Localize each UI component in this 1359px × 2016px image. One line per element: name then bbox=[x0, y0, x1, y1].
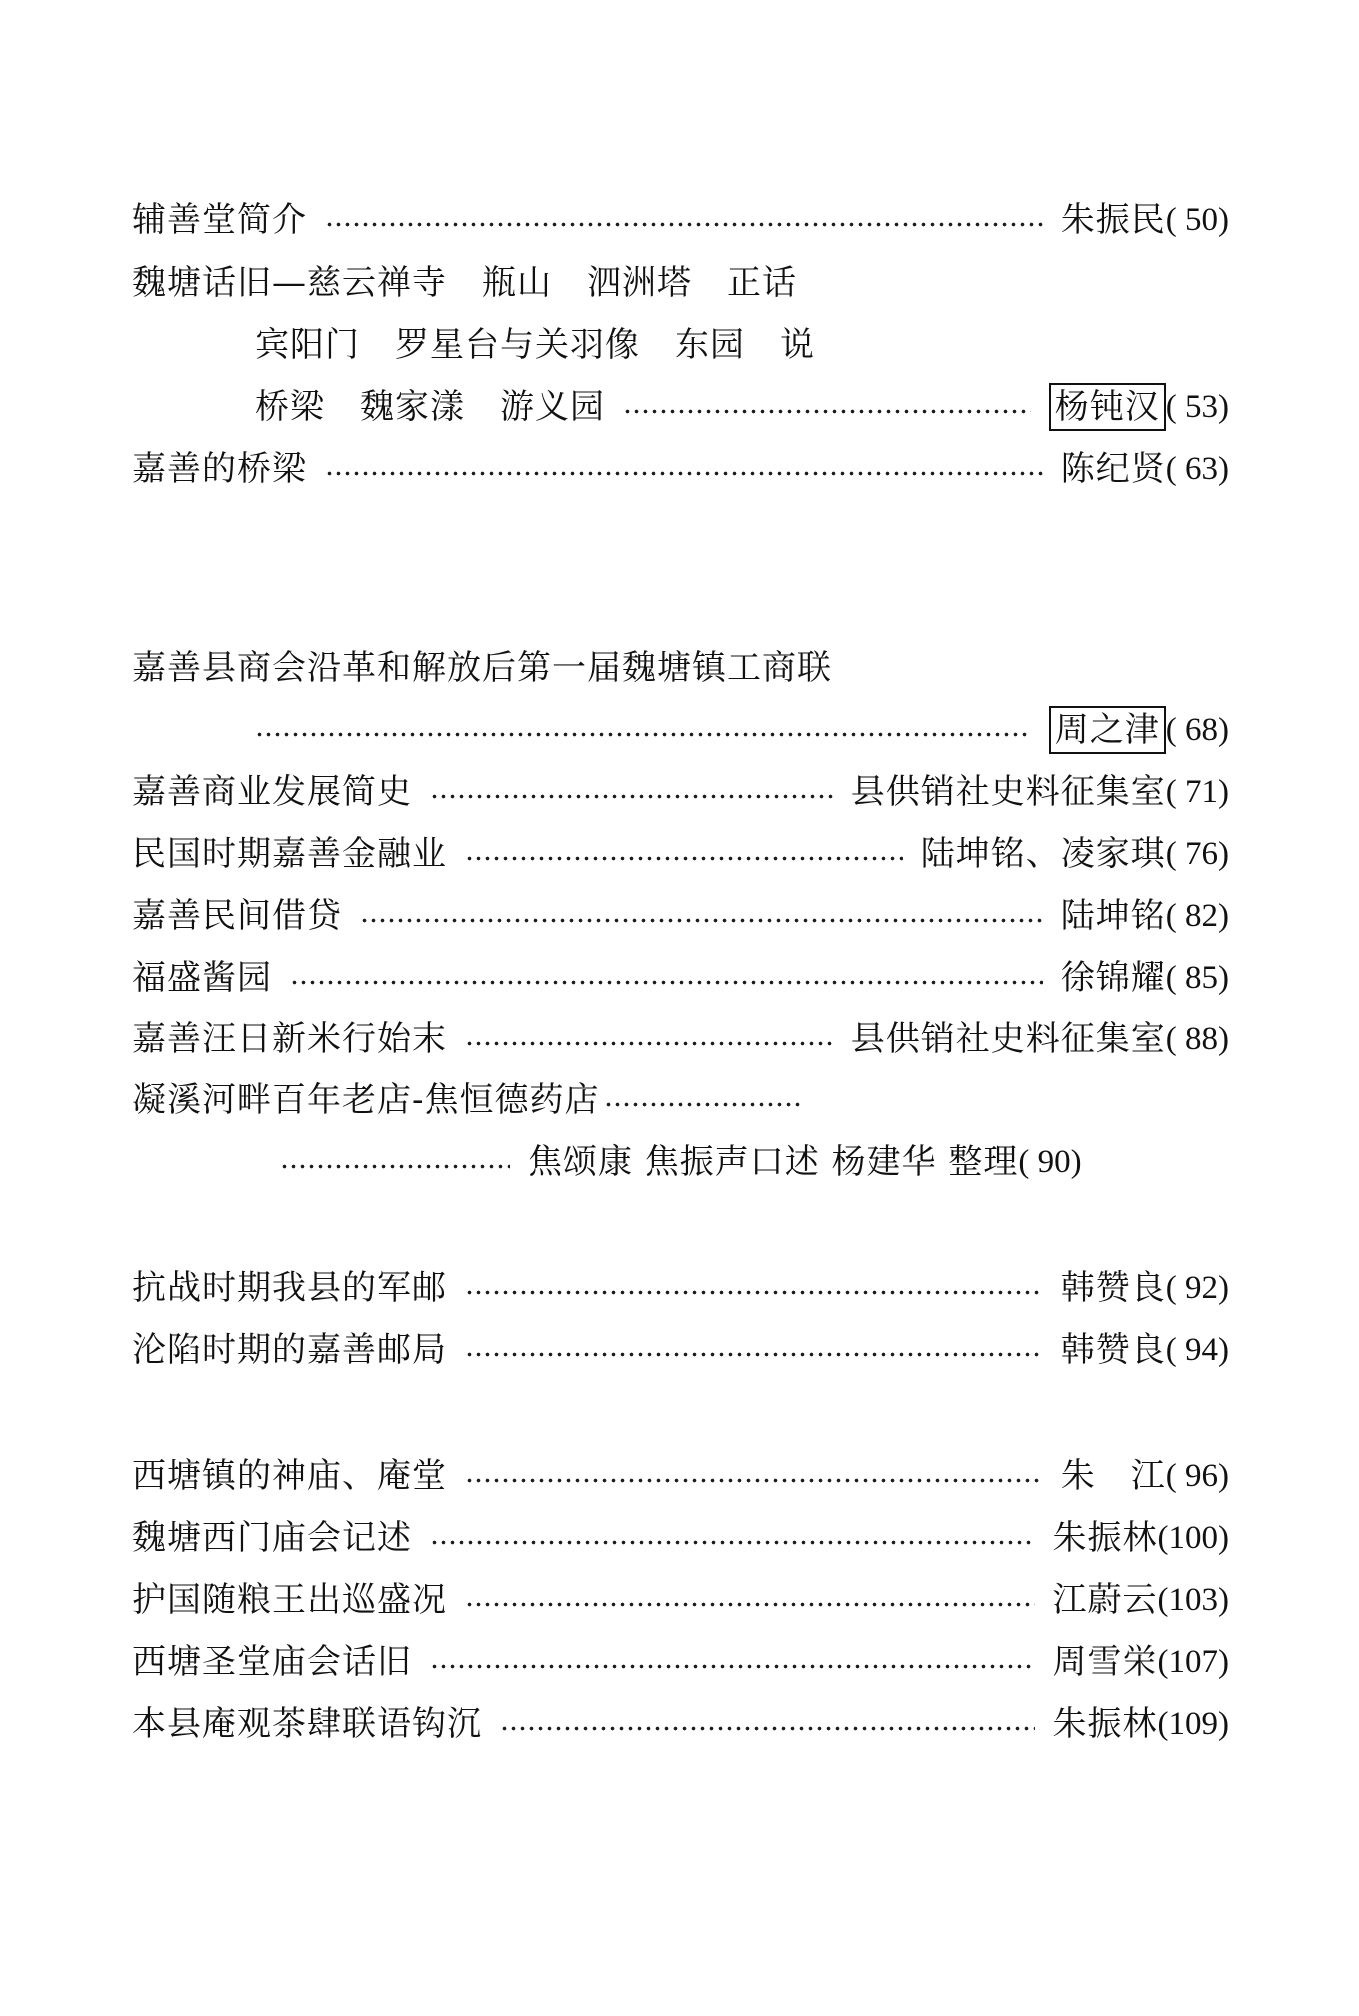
dot-leader bbox=[604, 1074, 804, 1126]
toc-entry bbox=[132, 443, 1229, 495]
entry-page-number: ( 85) bbox=[1165, 960, 1229, 996]
entry-page-number: ( 88) bbox=[1165, 1021, 1229, 1057]
dot-leader bbox=[465, 1324, 1043, 1376]
entry-author: 朱振林 bbox=[1052, 1704, 1158, 1744]
dot-leader bbox=[465, 1450, 1043, 1502]
entry-author: 韩赞良 bbox=[1060, 1330, 1166, 1370]
entry-author: 周雪栄 bbox=[1052, 1642, 1158, 1682]
dot-leader bbox=[465, 1262, 1043, 1314]
entry-author: 朱振林 bbox=[1052, 1518, 1158, 1558]
entry-author: 徐锦耀 bbox=[1060, 958, 1166, 998]
toc-entry bbox=[280, 1136, 1229, 1188]
entry-author: 江蔚云 bbox=[1052, 1580, 1158, 1620]
toc-entry bbox=[132, 952, 1229, 1004]
dot-leader bbox=[290, 952, 1043, 1004]
boxed-author-name: 杨钝汉 bbox=[1049, 383, 1166, 431]
entry-title: 护国随粮王出巡盛况 bbox=[132, 1580, 447, 1620]
dot-leader bbox=[465, 828, 903, 880]
entry-page-number: ( 96) bbox=[1165, 1458, 1229, 1494]
entry-page-number: ( 71) bbox=[1165, 774, 1229, 810]
entry-author: 朱振民 bbox=[1060, 200, 1166, 240]
entry-title: 抗战时期我县的军邮 bbox=[132, 1268, 447, 1308]
entry-page-number: ( 92) bbox=[1165, 1270, 1229, 1306]
entry-page-number: ( 68) bbox=[1165, 712, 1229, 748]
toc-entry bbox=[132, 890, 1229, 942]
entry-page-number: (100) bbox=[1157, 1520, 1229, 1556]
entry-page-number: (109) bbox=[1157, 1706, 1229, 1742]
entry-page-number: ( 90) bbox=[1018, 1144, 1082, 1180]
entry-author: 陆坤铭、凌家琪 bbox=[920, 834, 1166, 874]
entry-title: 嘉善县商会沿革和解放后第一届魏塘镇工商联 bbox=[132, 648, 832, 688]
entry-author: 陆坤铭 bbox=[1060, 896, 1166, 936]
toc-entry bbox=[132, 1636, 1229, 1688]
entry-page-number: ( 94) bbox=[1165, 1332, 1229, 1368]
dot-leader bbox=[325, 194, 1043, 246]
dot-leader bbox=[255, 704, 1031, 756]
entry-title: 民国时期嘉善金融业 bbox=[132, 834, 447, 874]
entry-title: 本县庵观茶肆联语钩沉 bbox=[132, 1704, 482, 1744]
entry-title: 魏塘西门庙会记述 bbox=[132, 1518, 412, 1558]
entry-author: 县供销社史料征集室 bbox=[850, 1019, 1166, 1059]
entry-title: 沦陷时期的嘉善邮局 bbox=[132, 1330, 447, 1370]
boxed-author-name: 周之津 bbox=[1049, 706, 1166, 754]
dot-leader bbox=[465, 1013, 833, 1065]
toc-entry bbox=[132, 194, 1229, 246]
entry-page-number: ( 76) bbox=[1165, 836, 1229, 872]
dot-leader bbox=[465, 1574, 1035, 1626]
entry-title: 嘉善的桥梁 bbox=[132, 449, 307, 489]
dot-leader bbox=[325, 443, 1043, 495]
entry-page-number: (103) bbox=[1157, 1582, 1229, 1618]
dot-leader bbox=[360, 890, 1043, 942]
entry-page-number: ( 53) bbox=[1165, 389, 1229, 425]
entry-title: 西塘圣堂庙会话旧 bbox=[132, 1642, 412, 1682]
toc-entry bbox=[132, 1324, 1229, 1376]
entry-author: 韩赞良 bbox=[1060, 1268, 1166, 1308]
entry-author: 县供销社史料征集室 bbox=[850, 772, 1166, 812]
toc-entry bbox=[132, 1450, 1229, 1502]
entry-author: 陈纪贤 bbox=[1060, 449, 1166, 489]
entry-author bbox=[1049, 381, 1166, 433]
toc-entry bbox=[132, 1013, 1229, 1065]
entry-title: 嘉善汪日新米行始末 bbox=[132, 1019, 447, 1059]
entry-title: 福盛酱园 bbox=[132, 958, 272, 998]
toc-entry bbox=[132, 766, 1229, 818]
entry-title: 辅善堂简介 bbox=[132, 200, 307, 240]
entry-page-number: ( 82) bbox=[1165, 898, 1229, 934]
entry-title-continued: 桥梁 魏家漾 游义园 bbox=[255, 387, 605, 427]
toc-entry bbox=[132, 828, 1229, 880]
dot-leader bbox=[430, 1636, 1035, 1688]
toc-entry bbox=[255, 381, 1229, 433]
dot-leader bbox=[500, 1698, 1035, 1750]
entry-title: 凝溪河畔百年老店-焦恒德药店 bbox=[132, 1080, 600, 1120]
dot-leader bbox=[430, 766, 833, 818]
toc-entry-title-line bbox=[132, 1074, 822, 1126]
entry-title-continued: 宾阳门 罗星台与关羽像 东园 说 bbox=[255, 325, 815, 365]
entry-page-number: ( 50) bbox=[1165, 202, 1229, 238]
toc-entry bbox=[132, 1262, 1229, 1314]
entry-title: 嘉善商业发展简史 bbox=[132, 772, 412, 812]
toc-entry bbox=[132, 1574, 1229, 1626]
toc-entry bbox=[255, 704, 1229, 756]
entry-author: 焦颂康 焦振声口述 杨建华 整理 bbox=[528, 1142, 1019, 1182]
toc-entry bbox=[132, 1698, 1229, 1750]
entry-title: 西塘镇的神庙、庵堂 bbox=[132, 1456, 447, 1496]
entry-page-number: (107) bbox=[1157, 1644, 1229, 1680]
entry-author: 朱 江 bbox=[1060, 1456, 1166, 1496]
entry-title: 魏塘话旧—慈云禅寺 瓶山 泗洲塔 正话 bbox=[132, 263, 797, 303]
dot-leader bbox=[430, 1512, 1035, 1564]
dot-leader bbox=[623, 381, 1031, 433]
entry-page-number: ( 63) bbox=[1165, 451, 1229, 487]
toc-entry bbox=[132, 1512, 1229, 1564]
entry-author bbox=[1049, 704, 1166, 756]
entry-title: 嘉善民间借贷 bbox=[132, 896, 342, 936]
dot-leader bbox=[280, 1136, 510, 1188]
